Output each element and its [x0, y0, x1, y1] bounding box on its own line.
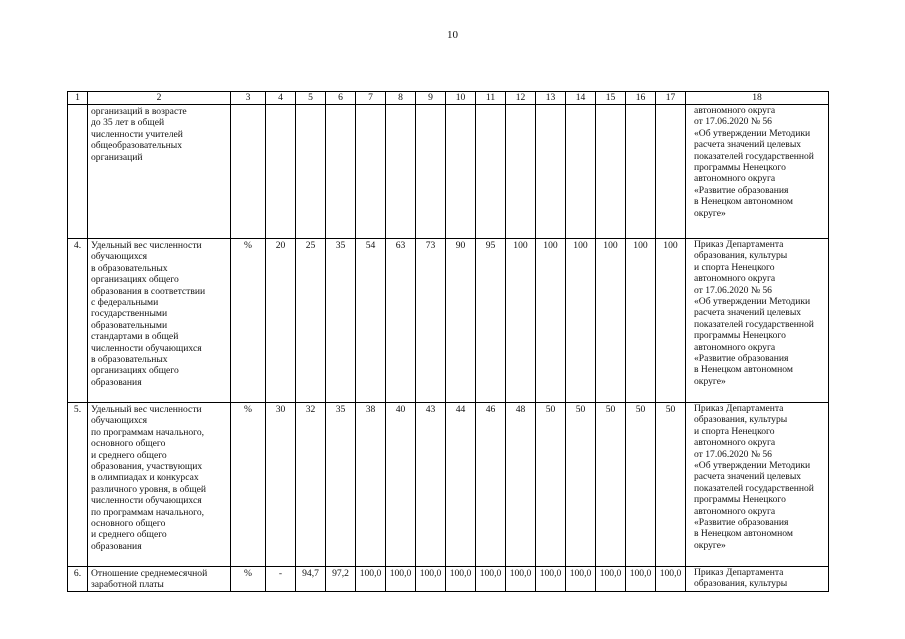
value-cell: 50: [566, 403, 596, 567]
value-cell: [266, 105, 296, 239]
indicator-name: [88, 239, 231, 403]
value-cell: 20: [266, 239, 296, 403]
value-cell: 94,7: [296, 567, 326, 592]
unit-cell: %: [231, 567, 266, 592]
source-document-line: образования, культуры: [694, 414, 788, 426]
value-cell: [536, 105, 566, 239]
source-document-line: «Развитие образования: [694, 353, 789, 365]
value-cell: 30: [266, 403, 296, 567]
source-document-line: автономного округа: [694, 341, 776, 353]
value-cell: [626, 105, 656, 239]
indicator-name-line: обучающихся: [91, 415, 148, 427]
header-cell-14: 14: [566, 92, 596, 105]
indicator-name: [88, 105, 231, 239]
indicator-name-line: образования в соответствии: [91, 285, 206, 297]
source-document-line: показателей государственной: [694, 482, 814, 494]
header-cell-11: 11: [476, 92, 506, 105]
source-document-line: программы Ненецкого: [694, 494, 786, 506]
value-cell: 100,0: [626, 567, 656, 592]
source-document-line: в Ненецком автономном: [694, 364, 793, 376]
indicator-name-line: численности обучающихся: [91, 342, 202, 354]
value-cell: 100,0: [596, 567, 626, 592]
header-cell-8: 8: [386, 92, 416, 105]
indicator-name-line: различного уровня, в общей: [91, 483, 207, 495]
value-cell: [356, 105, 386, 239]
source-document-line: округе»: [694, 539, 726, 551]
indicator-name: [88, 403, 231, 567]
indicator-name-line: и среднего общего: [91, 529, 167, 541]
row-number: 6.: [68, 567, 88, 592]
value-cell: 35: [326, 239, 356, 403]
row-number: 4.: [68, 239, 88, 403]
value-cell: 50: [536, 403, 566, 567]
indicator-name-line: организаций: [91, 151, 143, 163]
header-cell-18: 18: [686, 92, 829, 105]
header-cell-4: 4: [266, 92, 296, 105]
indicator-name-line: обучающихся: [91, 251, 148, 263]
indicator-name-line: в образовательных: [91, 262, 168, 274]
value-cell: 48: [506, 403, 536, 567]
source-document-line: от 17.06.2020 № 56: [694, 116, 772, 128]
source-document-line: и спорта Ненецкого: [694, 425, 775, 437]
value-cell: 90: [446, 239, 476, 403]
value-cell: 50: [596, 403, 626, 567]
source-document: [686, 567, 829, 592]
source-document-line: от 17.06.2020 № 56: [694, 448, 772, 460]
value-cell: 100,0: [476, 567, 506, 592]
unit-cell: %: [231, 403, 266, 567]
indicator-name-line: по программам начального,: [91, 506, 205, 518]
indicator-name-line: в образовательных: [91, 354, 168, 366]
source-document-line: показателей государственной: [694, 150, 814, 162]
indicator-name-line: организациях общего: [91, 365, 179, 377]
indicator-name-line: до 35 лет в общей: [91, 117, 165, 129]
indicator-name-line: Удельный вес численности: [91, 240, 202, 251]
indicator-name-line: стандартами в общей: [91, 331, 179, 343]
source-document: [686, 239, 829, 403]
source-document-line: автономного округа: [694, 173, 776, 185]
indicator-name-line: численности обучающихся: [91, 495, 202, 507]
source-document-line: расчета значений целевых: [694, 307, 802, 319]
header-cell-9: 9: [416, 92, 446, 105]
value-cell: 50: [626, 403, 656, 567]
value-cell: 100: [506, 239, 536, 403]
value-cell: 100: [536, 239, 566, 403]
header-cell-12: 12: [506, 92, 536, 105]
value-cell: 38: [356, 403, 386, 567]
value-cell: 100,0: [446, 567, 476, 592]
value-cell: 46: [476, 403, 506, 567]
header-cell-1: 1: [68, 92, 88, 105]
value-cell: 100: [626, 239, 656, 403]
source-document-line: образования, культуры: [694, 250, 788, 262]
source-document-line: Приказ Департамента: [694, 403, 784, 414]
value-cell: 97,2: [326, 567, 356, 592]
source-document-line: «Об утверждении Методики: [694, 127, 811, 139]
value-cell: [596, 105, 626, 239]
source-document-line: и спорта Ненецкого: [694, 261, 775, 273]
indicator-name-line: численности учителей: [91, 128, 183, 140]
value-cell: 100,0: [356, 567, 386, 592]
indicator-name-line: Отношение среднемесячной: [91, 568, 208, 579]
value-cell: [656, 105, 686, 239]
indicator-name-line: в олимпиадах и конкурсах: [91, 472, 199, 484]
header-row: [68, 92, 829, 105]
source-document-line: в Ненецком автономном: [694, 528, 793, 540]
header-cell-2: 2: [88, 92, 231, 105]
header-cell-6: 6: [326, 92, 356, 105]
value-cell: 95: [476, 239, 506, 403]
source-document-line: округе»: [694, 207, 726, 219]
indicator-name-line: Удельный вес численности: [91, 404, 202, 415]
source-document-line: показателей государственной: [694, 318, 814, 330]
source-document-line: округе»: [694, 375, 726, 387]
indicator-name-line: организациях общего: [91, 274, 179, 286]
value-cell: 35: [326, 403, 356, 567]
indicator-name-line: государственными: [91, 308, 168, 320]
source-document: [686, 403, 829, 567]
indicator-name: [88, 567, 231, 592]
indicators-table: [67, 91, 829, 592]
value-cell: 100: [566, 239, 596, 403]
source-document: [686, 105, 829, 239]
source-document-line: автономного округа: [694, 105, 776, 116]
value-cell: 63: [386, 239, 416, 403]
indicator-name-line: по программам начального,: [91, 426, 205, 438]
source-document-line: «Об утверждении Методики: [694, 296, 811, 308]
header-cell-13: 13: [536, 92, 566, 105]
source-document-line: программы Ненецкого: [694, 162, 786, 174]
header-cell-3: 3: [231, 92, 266, 105]
value-cell: [326, 105, 356, 239]
page-number: 10: [447, 29, 458, 41]
indicator-name-line: образования: [91, 376, 142, 388]
value-cell: 73: [416, 239, 446, 403]
source-document-line: автономного округа: [694, 505, 776, 517]
header-cell-15: 15: [596, 92, 626, 105]
source-document-line: Приказ Департамента: [694, 567, 784, 578]
value-cell: 40: [386, 403, 416, 567]
value-cell: 100,0: [416, 567, 446, 592]
table-row: [68, 567, 829, 592]
source-document-line: программы Ненецкого: [694, 330, 786, 342]
value-cell: [296, 105, 326, 239]
header-cell-16: 16: [626, 92, 656, 105]
value-cell: [416, 105, 446, 239]
value-cell: 100,0: [566, 567, 596, 592]
unit-cell: %: [231, 239, 266, 403]
indicator-name-line: основного общего: [91, 518, 166, 530]
value-cell: [476, 105, 506, 239]
indicator-name-line: образования: [91, 540, 142, 552]
source-document-line: расчета значений целевых: [694, 139, 802, 151]
indicator-name-line: образовательными: [91, 319, 168, 331]
source-document-line: расчета значений целевых: [694, 471, 802, 483]
value-cell: -: [266, 567, 296, 592]
value-cell: [506, 105, 536, 239]
table-row: [68, 105, 829, 239]
header-cell-10: 10: [446, 92, 476, 105]
indicator-name-line: общеобразовательных: [91, 140, 182, 152]
header-cell-5: 5: [296, 92, 326, 105]
value-cell: 100,0: [386, 567, 416, 592]
value-cell: 100,0: [656, 567, 686, 592]
indicator-name-line: заработной платы: [91, 579, 164, 591]
source-document-line: «Об утверждении Методики: [694, 460, 811, 472]
table-row: [68, 239, 829, 403]
table-row: [68, 403, 829, 567]
source-document-line: автономного округа: [694, 273, 776, 285]
value-cell: 43: [416, 403, 446, 567]
source-document-line: в Ненецком автономном: [694, 196, 793, 208]
value-cell: [446, 105, 476, 239]
value-cell: [566, 105, 596, 239]
source-document-line: образования, культуры: [694, 578, 788, 590]
source-document-line: «Развитие образования: [694, 517, 789, 529]
value-cell: 100,0: [536, 567, 566, 592]
value-cell: 50: [656, 403, 686, 567]
source-document-line: «Развитие образования: [694, 184, 789, 196]
row-number: [68, 105, 88, 239]
row-number: 5.: [68, 403, 88, 567]
unit-cell: [231, 105, 266, 239]
value-cell: [386, 105, 416, 239]
indicator-name-line: основного общего: [91, 438, 166, 450]
value-cell: 100: [656, 239, 686, 403]
header-cell-7: 7: [356, 92, 386, 105]
value-cell: 100: [596, 239, 626, 403]
source-document-line: Приказ Департамента: [694, 239, 784, 250]
source-document-line: от 17.06.2020 № 56: [694, 284, 772, 296]
indicator-name-line: с федеральными: [91, 297, 159, 309]
value-cell: 25: [296, 239, 326, 403]
value-cell: 54: [356, 239, 386, 403]
indicator-name-line: образования, участвующих: [91, 461, 203, 473]
indicator-name-line: и среднего общего: [91, 449, 167, 461]
source-document-line: автономного округа: [694, 437, 776, 449]
indicator-name-line: организаций в возрасте: [91, 106, 187, 117]
value-cell: 100,0: [506, 567, 536, 592]
header-cell-17: 17: [656, 92, 686, 105]
value-cell: 44: [446, 403, 476, 567]
value-cell: 32: [296, 403, 326, 567]
